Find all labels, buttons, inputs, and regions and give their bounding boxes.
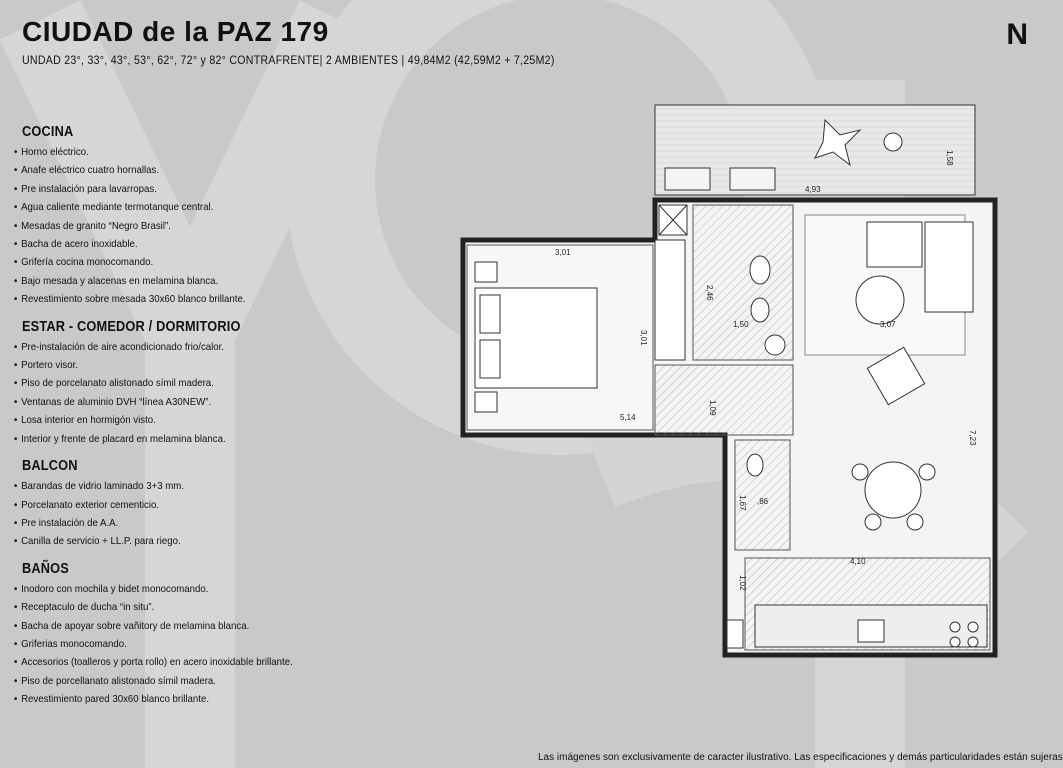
dim-label: 2,46 bbox=[705, 285, 714, 301]
section-cocina bbox=[14, 124, 334, 309]
hallway bbox=[655, 365, 793, 435]
dim-label: 1,09 bbox=[708, 400, 717, 416]
unit-subtitle: UNDAD 23°, 33°, 43°, 53°, 62°, 72° y 82° CONTRAFRENTE| 2 AMBIENTES | 49,84M2 (42,59M2 + 7,25M2) bbox=[22, 55, 555, 67]
floor-plan bbox=[455, 100, 1000, 665]
specifications-list bbox=[14, 124, 334, 719]
brand-logo: N bbox=[1006, 18, 1028, 51]
dim-label: 4,93 bbox=[805, 185, 821, 194]
section-title: BAÑOS bbox=[22, 560, 69, 577]
list-item: • Interior y frente de placard en melamina blanca. bbox=[14, 430, 308, 448]
kitchen-sink-icon bbox=[858, 620, 884, 642]
coffee-table-icon bbox=[856, 276, 904, 324]
section-title: BALCON bbox=[22, 458, 78, 475]
disclaimer-footer: Las imágenes son exclusivamente de caracter ilustrativo. Las especificaciones y demás particularidades están sujeras bbox=[538, 752, 1063, 763]
list-item: • Pre-instalación de aire acondicionado frio/calor. bbox=[14, 338, 308, 356]
section-title: ESTAR - COMEDOR / DORMITORIO bbox=[22, 318, 241, 335]
list-item: • Receptaculo de ducha “in situ”. bbox=[14, 598, 308, 616]
dim-label: 3,01 bbox=[639, 330, 648, 346]
section-title: COCINA bbox=[22, 124, 74, 140]
page-title: CIUDAD de la PAZ 179 bbox=[22, 16, 329, 47]
sink-icon bbox=[765, 335, 785, 355]
list-item: • Barandas de vidrio laminado 3+3 mm. bbox=[14, 477, 308, 495]
list-item: • Accesorios (toalleros y porta rollo) en acero inoxidable brillante. bbox=[14, 653, 308, 671]
closet bbox=[655, 240, 685, 360]
list-item: • Griferias monocomando. bbox=[14, 635, 308, 653]
sofa-icon bbox=[925, 222, 973, 312]
list-item: • Horno eléctrico. bbox=[14, 143, 308, 161]
list-item: • Grifería cocina monocomando. bbox=[14, 253, 308, 271]
list-item: • Agua caliente mediante termotanque central. bbox=[14, 198, 308, 216]
dim-label: 1,02 bbox=[738, 575, 747, 591]
list-item: • Inodoro con mochila y bidet monocomando. bbox=[14, 580, 308, 598]
list-item: • Losa interior en hormigón visto. bbox=[14, 411, 308, 429]
dim-label: 1,67 bbox=[738, 495, 747, 511]
list-item: • Ventanas de aluminio DVH “línea A30NEW”. bbox=[14, 393, 308, 411]
list-item: • Piso de porcellanato alistonado símil madera. bbox=[14, 672, 308, 690]
list-item: • Revestimiento sobre mesada 30x60 blanco brillante. bbox=[14, 290, 308, 308]
dim-label: 7,23 bbox=[968, 430, 977, 446]
list-item: • Portero visor. bbox=[14, 356, 308, 374]
dim-label: 4,10 bbox=[850, 557, 866, 566]
dim-label: 5,14 bbox=[620, 413, 636, 422]
dim-label: 3,07 bbox=[880, 320, 896, 329]
list-item: • Anafe eléctrico cuatro hornallas. bbox=[14, 161, 308, 179]
dim-label: 1,58 bbox=[945, 150, 954, 166]
dim-label: 1,50 bbox=[733, 320, 749, 329]
toilet-icon bbox=[750, 256, 770, 284]
dining-table-icon bbox=[865, 462, 921, 518]
list-item: • Canilla de servicio + LL.P. para riego. bbox=[14, 532, 308, 550]
section-estar bbox=[14, 319, 334, 448]
dim-label: ,86 bbox=[757, 497, 769, 506]
list-item: • Piso de porcelanato alistonado símil madera. bbox=[14, 374, 308, 392]
list-item: • Porcelanato exterior cementicio. bbox=[14, 496, 308, 514]
list-item: • Bacha de apoyar sobre vañitory de melamina blanca. bbox=[14, 617, 308, 635]
list-item: • Bacha de acero inoxidable. bbox=[14, 235, 308, 253]
list-item: • Bajo mesada y alacenas en melamina blanca. bbox=[14, 272, 308, 290]
section-balcon bbox=[14, 458, 334, 551]
list-item: • Pre instalación de A.A. bbox=[14, 514, 308, 532]
dim-label: 3,01 bbox=[555, 248, 571, 257]
section-banos bbox=[14, 561, 334, 709]
list-item: • Revestimiento pared 30x60 blanco brillante. bbox=[14, 690, 308, 708]
list-item: • Mesadas de granito “Negro Brasil”. bbox=[14, 217, 308, 235]
list-item: • Pre instalación para lavarropas. bbox=[14, 180, 308, 198]
